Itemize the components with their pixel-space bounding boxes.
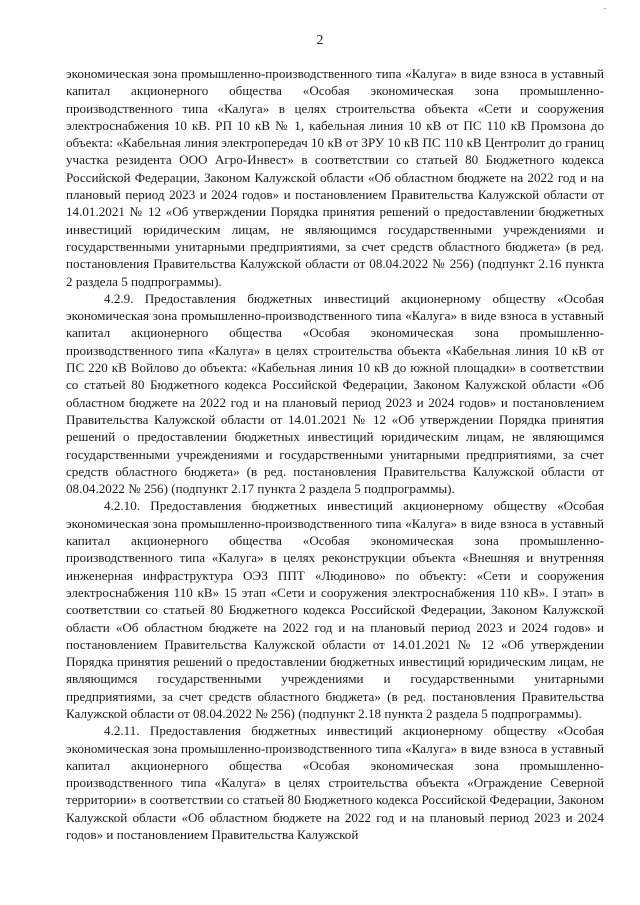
scan-speck xyxy=(604,8,606,9)
document-body xyxy=(66,65,604,843)
paragraph-continuation: экономическая зона промышленно-производственного типа «Калуга» в виде взноса в уставный капитал акционерного общества «Особая экономическая зона промышленно-производственного типа «Калуга» в целях строительства объекта «Сети и сооружения электроснабжения 10 кВ. РП 10 кВ № 1, кабельная линия 10 кВ от ПС 110 кВ Промзона до объекта: «Кабельная линия электропередач 10 кВ от ЗРУ 10 кВ ПС 110 кВ Центролит до границ участка резидента ООО Агро-Инвест» в соответствии со статьей 80 Бюджетного кодекса Российской Федерации, Законом Калужской области «Об областном бюджете на 2022 год и на плановый период 2023 и 2024 годов» и постановлением Правительства Калужской области от 14.01.2021 № 12 «Об утверждении Порядка принятия решений о предоставлении бюджетных инвестиций юридическим лицам, не являющимся государственными учреждениями и государственными унитарными предприятиями, за счет средств областного бюджета» (в ред. постановления Правительства Калужской области от 08.04.2022 № 256) (подпункт 2.16 пункта 2 раздела 5 подпрограммы). xyxy=(66,66,604,289)
paragraph-4-2-11: 4.2.11. Предоставления бюджетных инвестиций акционерному обществу «Особая экономическая зона промышленно-производственного типа «Калуга» в виде взноса в уставный капитал акционерного общества «Особая экономическая зона промышленно-производственного типа «Калуга» в целях строительства объекта «Ограждение Северной территории» в соответствии со статьей 80 Бюджетного кодекса Российской Федерации, Законом Калужской области «Об областном бюджете на 2022 год и на плановый период 2023 и 2024 годов» и постановлением Правительства Калужской xyxy=(66,723,604,843)
page-number: 2 xyxy=(316,33,324,48)
paragraph-4-2-9: 4.2.9. Предоставления бюджетных инвестиций акционерному обществу «Особая экономическая зона промышленно-производственного типа «Калуга» в виде взноса в уставный капитал акционерного общества «Особая экономическая зона промышленно-производственного типа «Калуга» в целях строительства объекта «Кабельная линия 10 кВ от ПС 220 кВ Войлово до объекта: «Кабельная линия 10 кВ до южной площадки» в соответствии со статьей 80 Бюджетного кодекса Российской Федерации, Законом Калужской области «Об областном бюджете на 2022 год и на плановый период 2023 и 2024 годов» и постановлением Правительства Калужской области от 14.01.2021 № 12 «Об утверждении Порядка принятия решений о предоставлении бюджетных инвестиций юридическим лицам, не являющимся государственными учреждениями и государственными унитарными предприятиями, за счет средств областного бюджета» (в ред. постановления Правительства Калужской области от 08.04.2022 № 256) (подпункт 2.17 пункта 2 раздела 5 подпрограммы). xyxy=(66,290,604,497)
paragraph-4-2-10: 4.2.10. Предоставления бюджетных инвестиций акционерному обществу «Особая экономическая зона промышленно-производственного типа «Калуга» в виде взноса в уставный капитал акционерного общества «Особая экономическая зона промышленно-производственного типа «Калуга» в целях реконструкции объекта «Внешняя и внутренняя инженерная инфраструктура ОЭЗ ППТ «Людиново» по объекту: «Сети и сооружения электроснабжения 110 кВ» 15 этап «Сети и сооружения электроснабжения 110 кВ». I этап» в соответствии со статьей 80 Бюджетного кодекса Российской Федерации, Законом Калужской области «Об областном бюджете на 2022 год и на плановый период 2023 и 2024 годов» и постановлением Правительства Калужской области от 14.01.2021 № 12 «Об утверждении Порядка принятия решений о предоставлении бюджетных инвестиций юридическим лицам, не являющимся государственными учреждениями и государственными унитарными предприятиями, за счет средств областного бюджета» (в ред. постановления Правительства Калужской области от 08.04.2022 № 256) (подпункт 2.18 пункта 2 раздела 5 подпрограммы). xyxy=(66,498,604,721)
